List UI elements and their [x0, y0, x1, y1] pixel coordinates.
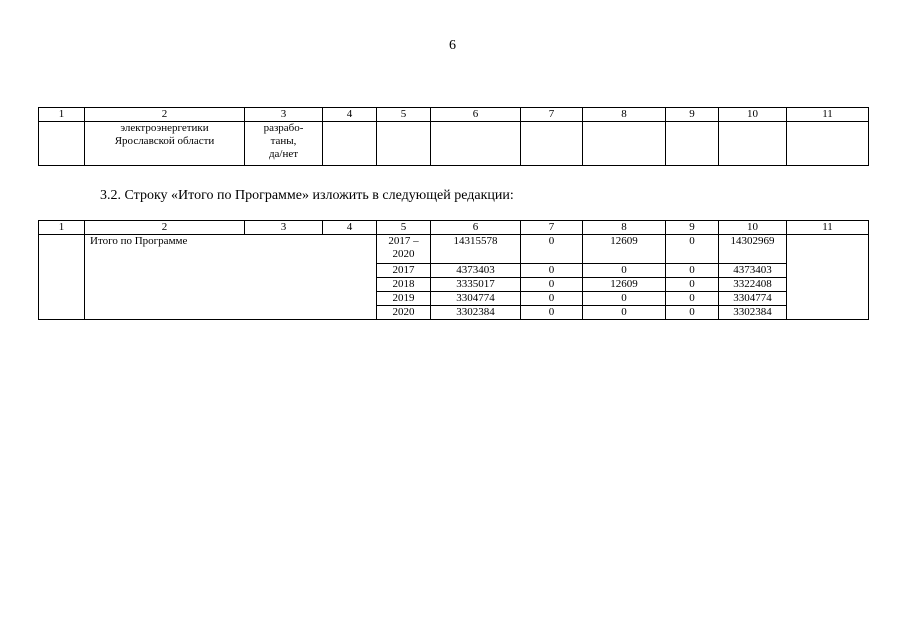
header-cell: 5	[377, 221, 431, 235]
table-total	[38, 220, 869, 320]
cell-year	[377, 235, 431, 264]
cell-value: 0	[583, 264, 666, 278]
cell-value: 0	[521, 292, 583, 306]
header-cell: 8	[583, 108, 666, 122]
cell	[39, 122, 85, 166]
cell	[323, 122, 377, 166]
header-cell: 1	[39, 221, 85, 235]
cell	[787, 235, 869, 320]
cell	[583, 122, 666, 166]
cell-value: 3304774	[431, 292, 521, 306]
cell-value: 0	[521, 235, 583, 264]
cell-value: 0	[666, 306, 719, 320]
cell	[377, 122, 431, 166]
cell-text: да/нет	[268, 148, 299, 160]
page-number: 6	[449, 38, 456, 53]
header-cell: 9	[666, 221, 719, 235]
cell-text: таны,	[270, 135, 297, 147]
cell	[787, 122, 869, 166]
header-cell: 4	[323, 221, 377, 235]
header-cell: 3	[245, 221, 323, 235]
header-cell: 7	[521, 221, 583, 235]
table-header-row	[39, 221, 869, 235]
cell-value: 3302384	[431, 306, 521, 320]
cell	[431, 122, 521, 166]
cell-value: 3335017	[431, 278, 521, 292]
cell-value: 0	[583, 292, 666, 306]
cell-value: 3304774	[719, 292, 787, 306]
cell-text: Ярославской области	[114, 135, 215, 147]
total-label: Итого по Программе	[85, 235, 377, 320]
cell	[521, 122, 583, 166]
cell-value: 0	[521, 306, 583, 320]
cell-year: 2017	[377, 264, 431, 278]
cell-value: 3302384	[719, 306, 787, 320]
cell-value: 0	[583, 306, 666, 320]
cell-value: 0	[666, 278, 719, 292]
cell-text: электроэнергетики	[120, 122, 209, 134]
cell-value: 0	[666, 292, 719, 306]
cell-text: 2017 –	[388, 235, 419, 247]
cell-year: 2019	[377, 292, 431, 306]
cell-value: 0	[521, 264, 583, 278]
header-cell: 2	[85, 221, 245, 235]
section-heading: 3.2. Строку «Итого по Программе» изложить в следующей редакции:	[100, 188, 514, 203]
cell-value: 0	[666, 264, 719, 278]
cell-text: разрабо-	[263, 122, 304, 134]
header-cell: 5	[377, 108, 431, 122]
cell-value: 12609	[583, 278, 666, 292]
header-cell: 7	[521, 108, 583, 122]
header-cell: 9	[666, 108, 719, 122]
cell-value: 3322408	[719, 278, 787, 292]
header-cell: 11	[787, 221, 869, 235]
cell-value: 4373403	[719, 264, 787, 278]
cell-value: 12609	[583, 235, 666, 264]
header-cell: 10	[719, 221, 787, 235]
header-cell: 6	[431, 108, 521, 122]
header-cell: 4	[323, 108, 377, 122]
cell-year: 2018	[377, 278, 431, 292]
header-cell: 11	[787, 108, 869, 122]
table-top	[38, 107, 869, 166]
header-cell: 2	[85, 108, 245, 122]
header-cell: 1	[39, 108, 85, 122]
cell	[39, 235, 85, 320]
cell-value: 0	[521, 278, 583, 292]
cell-value: 14302969	[719, 235, 787, 264]
cell-value: 0	[666, 235, 719, 264]
cell-name	[85, 122, 245, 166]
cell	[666, 122, 719, 166]
table-row	[39, 235, 869, 264]
table-header-row	[39, 108, 869, 122]
header-cell: 10	[719, 108, 787, 122]
header-cell: 3	[245, 108, 323, 122]
header-cell: 6	[431, 221, 521, 235]
cell-year: 2020	[377, 306, 431, 320]
cell-value: 14315578	[431, 235, 521, 264]
cell-unit	[245, 122, 323, 166]
cell	[719, 122, 787, 166]
header-cell: 8	[583, 221, 666, 235]
table-row	[39, 122, 869, 166]
cell-text: 2020	[392, 248, 415, 260]
cell-value: 4373403	[431, 264, 521, 278]
